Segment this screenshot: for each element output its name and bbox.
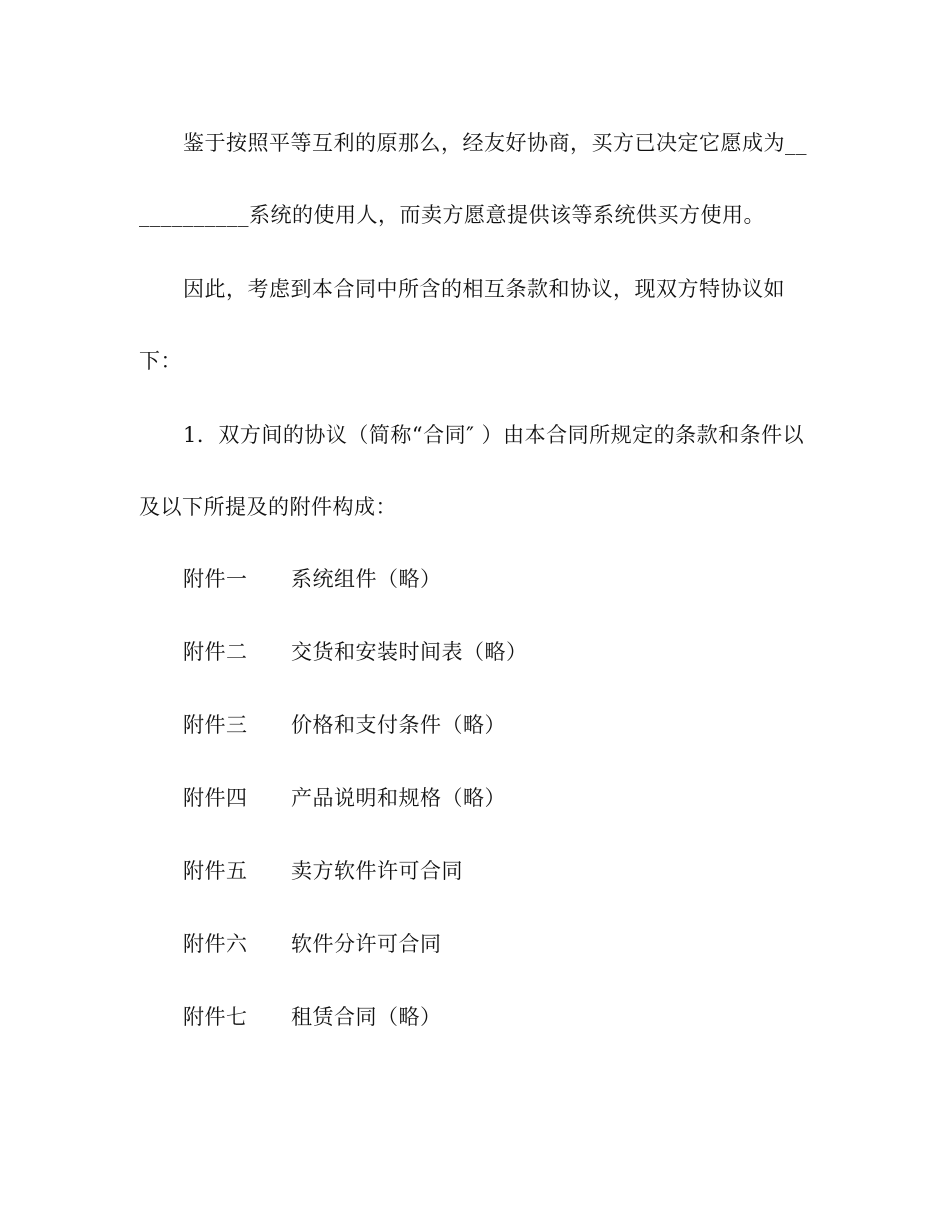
- annex-label: 附件六: [183, 932, 248, 956]
- annex-description: 价格和支付条件（略）: [291, 713, 506, 737]
- paragraph-agreement-line-2: 下：: [139, 349, 182, 373]
- annex-label: 附件一: [183, 567, 248, 591]
- annex-description: 系统组件（略）: [291, 567, 442, 591]
- annex-label: 附件二: [183, 640, 248, 664]
- annex-label: 附件三: [183, 713, 248, 737]
- annex-label: 附件五: [183, 859, 248, 883]
- annex-description: 交货和安装时间表（略）: [291, 640, 528, 664]
- annex-label: 附件七: [183, 1005, 248, 1029]
- clause-1-line-1: 1．双方间的协议（简称“合同″ ）由本合同所规定的条款和条件以: [183, 423, 805, 447]
- clause-1-line-2: 及以下所提及的附件构成：: [139, 495, 397, 519]
- paragraph-agreement-line-1: 因此，考虑到本合同中所含的相互条款和协议，现双方特协议如: [183, 277, 785, 301]
- annex-description: 软件分许可合同: [291, 932, 442, 956]
- annex-description: 卖方软件许可合同: [291, 859, 463, 883]
- annex-description: 产品说明和规格（略）: [291, 786, 506, 810]
- paragraph-recital-line-1: 鉴于按照平等互利的原那么，经友好协商，买方已决定它愿成为__: [183, 131, 807, 155]
- annex-description: 租赁合同（略）: [291, 1005, 442, 1029]
- annex-label: 附件四: [183, 786, 248, 810]
- paragraph-recital-line-2: __________系统的使用人，而卖方愿意提供该等系统供买方使用。: [139, 203, 765, 227]
